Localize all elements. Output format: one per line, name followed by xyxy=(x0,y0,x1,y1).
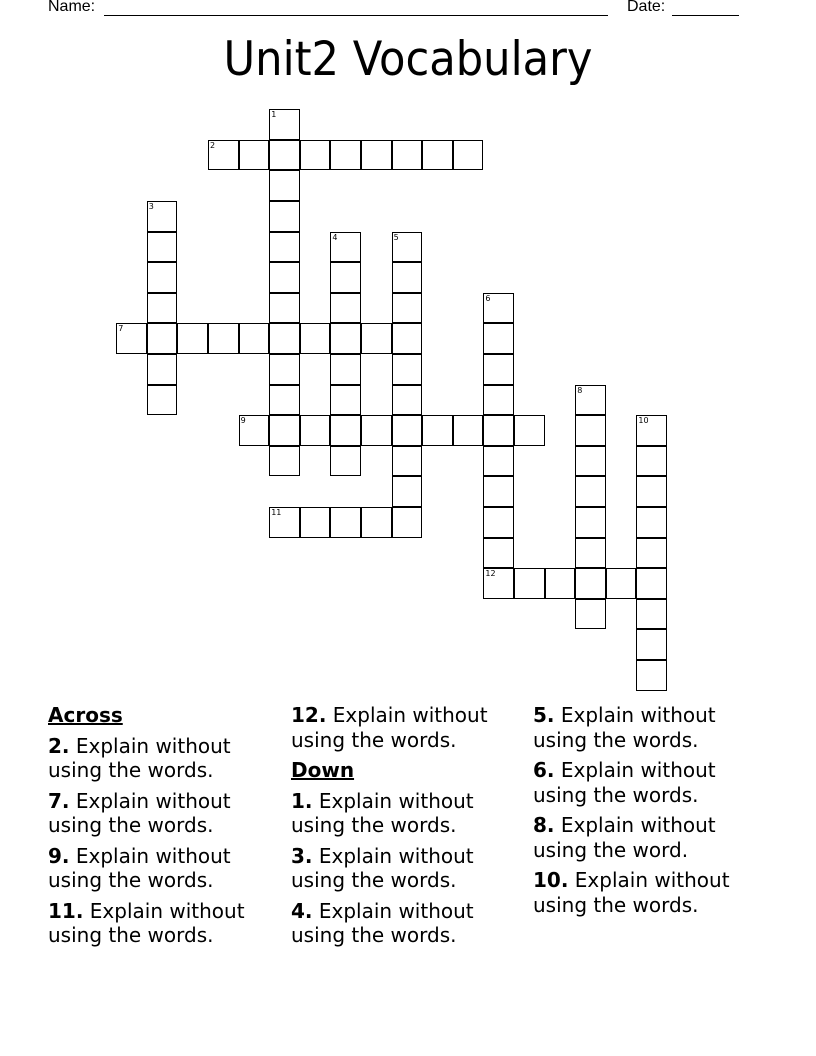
clues-column-3 xyxy=(533,703,773,923)
clue-text: Explain without using the words. xyxy=(48,843,231,892)
clue-text: Explain without using the words. xyxy=(48,788,231,837)
clue-number-label: 5 xyxy=(393,232,399,242)
clue-text: Explain without using the words. xyxy=(48,898,245,947)
grid-cell[interactable] xyxy=(330,507,361,538)
grid-cell[interactable] xyxy=(269,170,300,201)
clue-down-6 xyxy=(533,758,773,807)
clue-number: 2. xyxy=(48,733,70,758)
grid-cell[interactable] xyxy=(453,140,484,171)
grid-cell[interactable] xyxy=(208,323,239,354)
grid-cell[interactable] xyxy=(483,446,514,477)
clue-number-label: 10 xyxy=(638,416,649,426)
page-title: Unit2 Vocabulary xyxy=(223,32,593,87)
crossword-grid xyxy=(117,110,677,700)
grid-cell[interactable] xyxy=(269,446,300,477)
grid-cell[interactable] xyxy=(269,232,300,263)
clue-number: 9. xyxy=(48,843,70,868)
clues-column-1 xyxy=(48,703,288,954)
grid-cell[interactable] xyxy=(392,232,423,263)
clue-down-8 xyxy=(533,813,773,862)
grid-cell[interactable] xyxy=(636,476,667,507)
clue-number-label: 12 xyxy=(485,569,496,579)
grid-cell[interactable] xyxy=(392,140,423,171)
clue-down-5 xyxy=(533,703,773,752)
grid-cell[interactable] xyxy=(147,262,178,293)
clue-text: Explain without using the words. xyxy=(291,788,474,837)
grid-cell[interactable] xyxy=(269,385,300,416)
grid-cell[interactable] xyxy=(483,293,514,324)
grid-cell[interactable] xyxy=(208,140,239,171)
clue-number: 4. xyxy=(291,898,313,923)
grid-cell[interactable] xyxy=(269,109,300,140)
grid-cell[interactable] xyxy=(575,476,606,507)
date-label: Date: xyxy=(627,0,666,15)
grid-cell[interactable] xyxy=(147,354,178,385)
grid-cell[interactable] xyxy=(147,385,178,416)
grid-cell[interactable] xyxy=(116,323,147,354)
date-field[interactable] xyxy=(672,15,739,16)
clue-number-label: 2 xyxy=(210,140,216,150)
clue-number: 8. xyxy=(533,813,555,837)
grid-cell[interactable] xyxy=(269,507,300,538)
clue-number-label: 4 xyxy=(332,232,338,242)
grid-cell[interactable] xyxy=(514,415,545,446)
clue-number: 11. xyxy=(48,898,84,923)
clue-across-12 xyxy=(291,703,531,752)
clue-text: Explain without using the words. xyxy=(533,703,716,752)
grid-cell[interactable] xyxy=(239,323,270,354)
grid-cell[interactable] xyxy=(483,476,514,507)
grid-cell[interactable] xyxy=(177,323,208,354)
grid-cell[interactable] xyxy=(300,507,331,538)
clue-down-4 xyxy=(291,899,531,948)
grid-cell[interactable] xyxy=(636,446,667,477)
grid-cell[interactable] xyxy=(392,507,423,538)
grid-cell[interactable] xyxy=(483,323,514,354)
grid-cell[interactable] xyxy=(147,201,178,232)
clue-text: Explain without using the words. xyxy=(533,758,716,807)
clue-across-9 xyxy=(48,844,288,893)
grid-cell[interactable] xyxy=(636,599,667,630)
grid-cell[interactable] xyxy=(422,415,453,446)
clue-number: 12. xyxy=(291,703,327,727)
grid-cell[interactable] xyxy=(636,507,667,538)
grid-cell[interactable] xyxy=(392,262,423,293)
grid-cell[interactable] xyxy=(392,385,423,416)
grid-cell[interactable] xyxy=(269,201,300,232)
clue-across-2 xyxy=(48,734,288,783)
grid-cell[interactable] xyxy=(269,354,300,385)
grid-cell[interactable] xyxy=(575,538,606,569)
grid-cell[interactable] xyxy=(636,538,667,569)
name-field[interactable] xyxy=(104,15,608,16)
grid-cell[interactable] xyxy=(392,323,423,354)
clue-number-label: 1 xyxy=(271,110,277,120)
grid-cell[interactable] xyxy=(269,262,300,293)
clue-across-11 xyxy=(48,899,288,948)
grid-cell[interactable] xyxy=(147,293,178,324)
clue-number: 1. xyxy=(291,788,313,813)
grid-cell[interactable] xyxy=(147,232,178,263)
grid-cell[interactable] xyxy=(483,507,514,538)
grid-cell[interactable] xyxy=(483,538,514,569)
clue-text: Explain without using the word. xyxy=(533,813,716,862)
grid-cell[interactable] xyxy=(300,140,331,171)
grid-cell[interactable] xyxy=(269,293,300,324)
grid-cell[interactable] xyxy=(361,140,392,171)
grid-cell[interactable] xyxy=(330,232,361,263)
grid-cell[interactable] xyxy=(483,385,514,416)
clue-text: Explain without using the words. xyxy=(48,733,231,782)
grid-cell[interactable] xyxy=(575,507,606,538)
clue-number: 6. xyxy=(533,758,555,782)
grid-cell[interactable] xyxy=(269,323,300,354)
grid-cell[interactable] xyxy=(575,385,606,416)
grid-cell[interactable] xyxy=(147,323,178,354)
clue-number: 7. xyxy=(48,788,70,813)
clue-across-7 xyxy=(48,789,288,838)
clue-number-label: 3 xyxy=(148,202,154,211)
grid-cell[interactable] xyxy=(361,507,392,538)
grid-cell[interactable] xyxy=(545,568,576,599)
grid-cell[interactable] xyxy=(239,140,270,171)
grid-cell[interactable] xyxy=(269,415,300,446)
clue-number-label: 6 xyxy=(485,293,491,303)
grid-cell[interactable] xyxy=(330,415,361,446)
clue-number: 3. xyxy=(291,843,313,868)
grid-cell[interactable] xyxy=(483,354,514,385)
grid-cell[interactable] xyxy=(300,415,331,446)
name-label: Name: xyxy=(48,0,96,15)
grid-cell[interactable] xyxy=(422,140,453,171)
grid-cell[interactable] xyxy=(575,568,606,599)
grid-cell[interactable] xyxy=(392,476,423,507)
clue-down-1 xyxy=(291,789,531,838)
grid-cell[interactable] xyxy=(636,660,667,691)
clue-number-label: 9 xyxy=(240,416,246,426)
grid-cell[interactable] xyxy=(330,293,361,324)
grid-cell[interactable] xyxy=(361,415,392,446)
grid-cell[interactable] xyxy=(239,415,270,446)
grid-cell[interactable] xyxy=(575,415,606,446)
grid-cell[interactable] xyxy=(636,568,667,599)
grid-cell[interactable] xyxy=(330,323,361,354)
clue-down-3 xyxy=(291,844,531,893)
clue-text: Explain without using the words. xyxy=(291,898,474,947)
clues-column-2 xyxy=(291,703,531,954)
grid-cell[interactable] xyxy=(330,446,361,477)
grid-cell[interactable] xyxy=(330,140,361,171)
grid-cell[interactable] xyxy=(330,385,361,416)
across-heading: Across xyxy=(48,703,123,727)
grid-cell[interactable] xyxy=(636,415,667,446)
clue-text: Explain without using the words. xyxy=(291,843,474,892)
clue-number-label: 7 xyxy=(118,324,124,334)
grid-cell[interactable] xyxy=(392,293,423,324)
grid-cell[interactable] xyxy=(636,629,667,660)
clue-text: Explain without using the words. xyxy=(291,703,488,752)
clue-number-label: 11 xyxy=(271,508,282,517)
grid-cell[interactable] xyxy=(575,446,606,477)
clue-number: 5. xyxy=(533,703,555,727)
grid-cell[interactable] xyxy=(606,568,637,599)
down-heading: Down xyxy=(291,758,355,782)
grid-cell[interactable] xyxy=(483,568,514,599)
grid-cell[interactable] xyxy=(330,354,361,385)
clue-number: 10. xyxy=(533,868,569,892)
grid-cell[interactable] xyxy=(453,415,484,446)
grid-cell[interactable] xyxy=(300,323,331,354)
clue-number-label: 8 xyxy=(577,385,583,395)
grid-cell[interactable] xyxy=(361,323,392,354)
grid-cell[interactable] xyxy=(392,354,423,385)
grid-cell[interactable] xyxy=(575,599,606,630)
grid-cell[interactable] xyxy=(330,262,361,293)
clue-down-10 xyxy=(533,868,773,917)
grid-cell[interactable] xyxy=(392,446,423,477)
grid-cell[interactable] xyxy=(483,415,514,446)
grid-cell[interactable] xyxy=(514,568,545,599)
clue-text: Explain without using the words. xyxy=(533,868,730,917)
grid-cell[interactable] xyxy=(392,415,423,446)
grid-cell[interactable] xyxy=(269,140,300,171)
